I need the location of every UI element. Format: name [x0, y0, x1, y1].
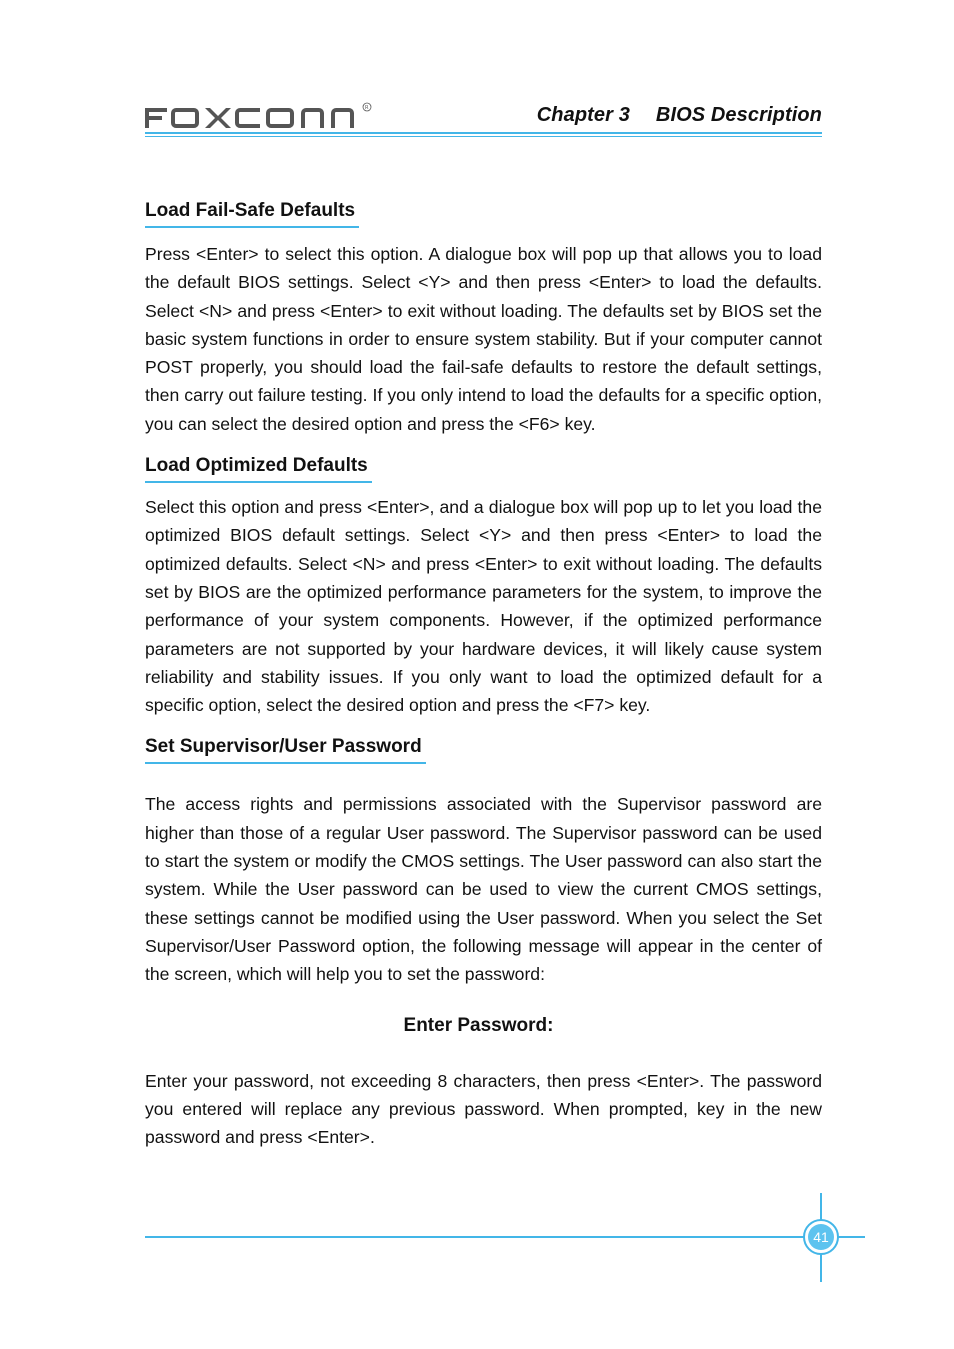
- chapter-number: Chapter 3: [536, 104, 630, 126]
- page-content: [145, 198, 822, 1151]
- section-body: The access rights and permissions associated with the Supervisor password are higher than those of a regular User password. The Supervisor password can be used to start the system or modify the CMOS settings. The User password can also start the system. While the User password can be used to view the current CMOS settings, these settings cannot be modified using the User password. When you select the Set Supervisor/User Password option, the following message will appear in the center of the screen, which will help you to set the password:: [145, 794, 822, 985]
- section-heading: Set Supervisor/User Password: [145, 734, 426, 764]
- page-header: [145, 100, 822, 136]
- foxconn-logo: [145, 102, 377, 134]
- footer-divider: [145, 1236, 865, 1238]
- section-body: Select this option and press <Enter>, and a dialogue box will pop up to let you load the optimized BIOS default settings. Select <Y> and then press <Enter> to load the optimized defaults. Select <N> and press <Enter> to exit without loading. The defaults set by BIOS are the optimized performance parameters for the system, to improve the performance of your system components. However, if the optimized performance parameters are not supported by your hardware devices, it will likely cause system reliability and stability issues. If you only want to load the optimized default for a specific option, select the desired option and press the <F7> key.: [145, 497, 822, 716]
- section-body: Press <Enter> to select this option. A dialogue box will pop up that allows you to load the default BIOS settings. Select <Y> and then press <Enter> to load the defaults. Select <N> and press <Enter> to exit without loading. The defaults set by BIOS set the basic system functions in order to ensure system stability. But if your computer cannot POST properly, you should load the fail-safe defaults to restore the default settings, then carry out failure testing. If you only intend to load the defaults for a specific option, you can select the desired option and press the <F6> key.: [145, 244, 822, 434]
- section-set-password: [145, 734, 822, 1151]
- section-heading: Load Optimized Defaults: [145, 453, 372, 483]
- header-divider-thin: [145, 136, 822, 137]
- section-body-continued: Enter your password, not exceeding 8 characters, then press <Enter>. The password you entered will replace any previous password. When prompted, key in the new password and press <Enter>.: [145, 1070, 822, 1148]
- section-heading: Load Fail-Safe Defaults: [145, 198, 359, 228]
- section-load-fail-safe-defaults: [145, 198, 822, 438]
- page-number: 41: [808, 1224, 834, 1250]
- chapter-heading: [537, 104, 822, 127]
- page-number-badge: [803, 1219, 839, 1255]
- header-divider: [145, 132, 822, 134]
- chapter-title: BIOS Description: [655, 104, 822, 126]
- enter-password-prompt: Enter Password:: [403, 1014, 554, 1036]
- svg-text:R: R: [365, 105, 369, 111]
- section-load-optimized-defaults: [145, 453, 822, 719]
